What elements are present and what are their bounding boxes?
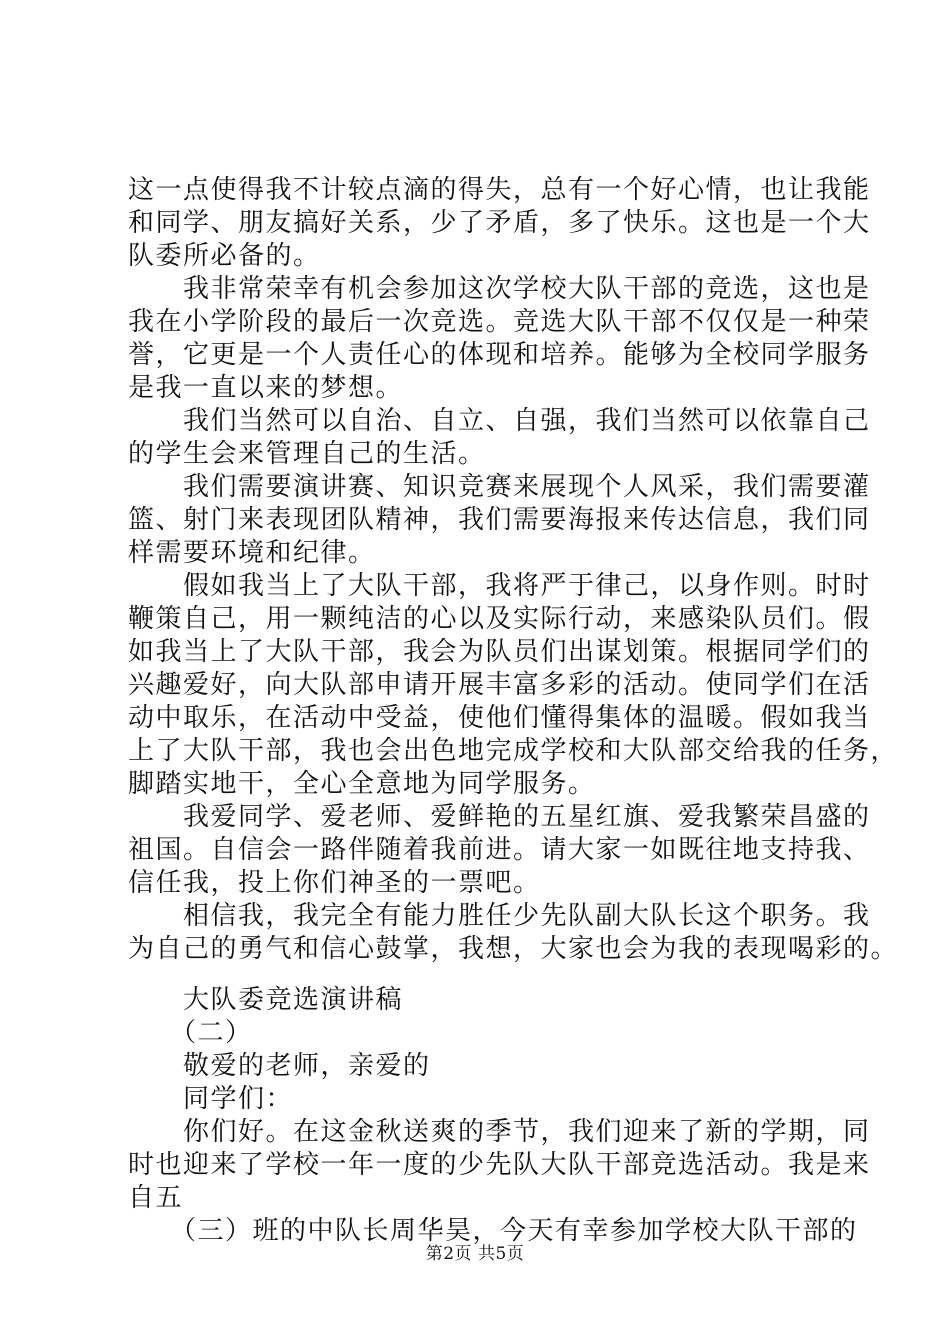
text-line: 如我当上了大队干部，我会为队员们出谋划策。根据同学们的 <box>128 637 871 667</box>
text-line: 是我一直以来的梦想。 <box>128 373 404 403</box>
text-line: 动中取乐，在活动中受益，使他们懂得集体的温暖。假如我当 <box>128 703 871 733</box>
text-line: （三）班的中队长周华昊，今天有幸参加学校大队干部的 <box>128 1216 858 1246</box>
text-line: 假如我当上了大队干部，我将严于律己，以身作则。时时 <box>128 571 871 601</box>
text-line: 我爱同学、爱老师、爱鲜艳的五星红旗、爱我繁荣昌盛的 <box>128 802 871 832</box>
text-line: 鞭策自己，用一颗纯洁的心以及实际行动，来感染队员们。假 <box>128 604 871 634</box>
text-line: 时也迎来了学校一年一度的少先队大队干部竞选活动。我是来 <box>128 1150 871 1180</box>
text-line: 誉，它更是一个人责任心的体现和培养。能够为全校同学服务 <box>128 340 871 370</box>
text-line: 的学生会来管理自己的生活。 <box>128 439 486 469</box>
text-line: 兴趣爱好，向大队部申请开展丰富多彩的活动。使同学们在活 <box>128 670 871 700</box>
salutation: 敬爱的老师，亲爱的 <box>128 1051 431 1081</box>
text-line: 篮、射门来表现团队精神，我们需要海报来传达信息，我们同 <box>128 505 871 535</box>
section-number: （二） <box>128 1018 253 1048</box>
text-line: 自五 <box>128 1183 184 1213</box>
text-line: 上了大队干部，我也会出色地完成学校和大队部交给我的任务， <box>128 736 899 766</box>
text-line: 我们需要演讲赛、知识竞赛来展现个人风采，我们需要灌 <box>128 472 871 502</box>
text-line: 脚踏实地干，全心全意地为同学服务。 <box>128 769 596 799</box>
text-line: 我在小学阶段的最后一次竞选。竞选大队干部不仅仅是一种荣 <box>128 307 871 337</box>
section-title: 大队委竞选演讲稿 <box>128 985 404 1015</box>
text-line: 样需要环境和纪律。 <box>128 538 376 568</box>
text-line: 为自己的勇气和信心鼓掌，我想，大家也会为我的表现喝彩的。 <box>128 934 899 964</box>
text-line: 和同学、朋友搞好关系，少了矛盾，多了快乐。这也是一个大 <box>128 208 871 238</box>
text-line: 祖国。自信会一路伴随着我前进。请大家一如既往地支持我、 <box>128 835 871 865</box>
text-line: 队委所必备的。 <box>128 241 321 271</box>
text-line: 相信我，我完全有能力胜任少先队副大队长这个职务。我 <box>128 901 871 931</box>
salutation: 同学们： <box>128 1084 294 1114</box>
page-number: 第2页 共5页 <box>425 1244 525 1264</box>
text-line: 我非常荣幸有机会参加这次学校大队干部的竞选，这也是 <box>128 274 871 304</box>
text-line: 信任我，投上你们神圣的一票吧。 <box>128 868 541 898</box>
text-line: 我们当然可以自治、自立、自强，我们当然可以依靠自己 <box>128 406 871 436</box>
text-line: 你们好。在这金秋送爽的季节，我们迎来了新的学期，同 <box>128 1117 871 1147</box>
text-line: 这一点使得我不计较点滴的得失，总有一个好心情，也让我能 <box>128 175 871 205</box>
